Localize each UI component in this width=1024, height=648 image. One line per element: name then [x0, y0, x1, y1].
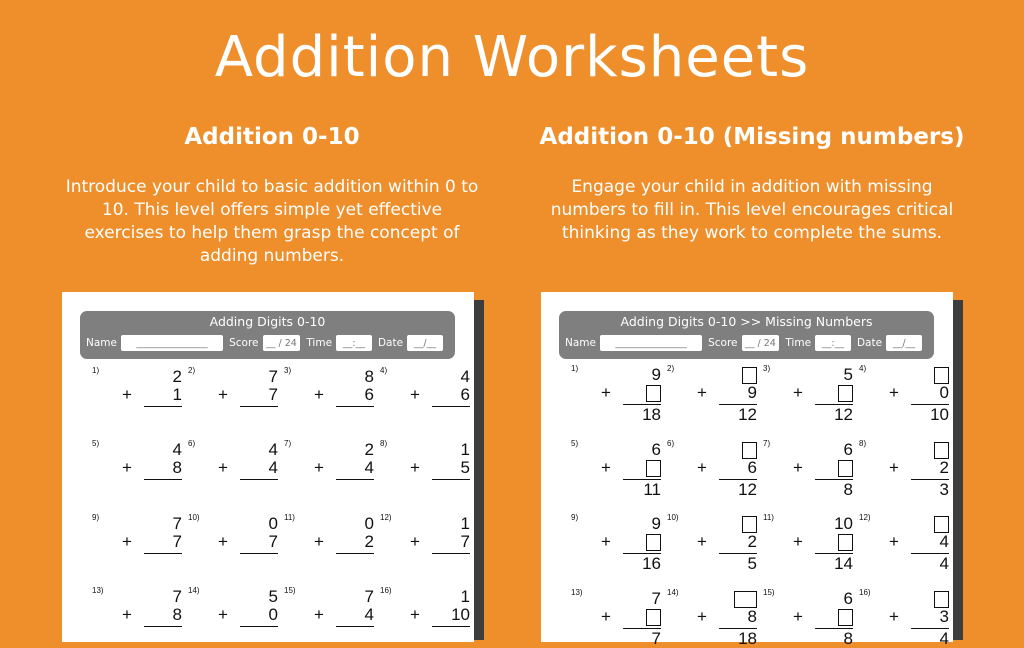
section-missing-numbers — [532, 120, 972, 245]
problem — [859, 439, 949, 499]
answer-box — [734, 591, 757, 608]
addend-bottom: + 10 — [410, 605, 470, 624]
problem-number: 1) — [571, 364, 579, 373]
problem — [571, 439, 661, 499]
plus-sign: + — [314, 458, 324, 477]
problem-number: 3) — [763, 364, 771, 373]
problem — [92, 513, 182, 573]
addend-bottom — [601, 608, 661, 626]
sum-line — [144, 479, 182, 480]
problem — [859, 588, 949, 648]
addend-bottom: + 2 — [314, 532, 374, 551]
problem — [188, 513, 278, 573]
name-label: Name — [86, 337, 117, 349]
sum-line — [432, 553, 470, 554]
problem-number: 6) — [188, 439, 196, 448]
time-field: __:__ — [815, 335, 851, 351]
addend-top: 6 — [843, 589, 853, 608]
problem — [284, 439, 374, 499]
answer-box — [838, 609, 853, 626]
problem-number: 8) — [380, 439, 388, 448]
sum-line — [432, 626, 470, 627]
problem — [667, 588, 757, 648]
answer-box — [838, 385, 853, 402]
worksheet-title: Adding Digits 0-10 >> Missing Numbers — [620, 314, 873, 329]
date-label: Date — [377, 337, 404, 349]
problem-number: 9) — [92, 513, 100, 522]
problem-number: 8) — [859, 439, 867, 448]
problem — [188, 439, 278, 499]
plus-sign: + — [793, 532, 803, 551]
addend-top — [697, 590, 757, 608]
sum-line — [336, 406, 374, 407]
addend-top — [889, 590, 949, 608]
sum-line — [240, 553, 278, 554]
problem — [380, 439, 470, 499]
problem — [763, 364, 853, 424]
addend-top: 1 — [460, 587, 470, 606]
addend-bottom: + 5 — [410, 458, 470, 477]
worksheet-header — [559, 311, 934, 359]
problem — [284, 513, 374, 573]
answer-box — [838, 460, 853, 477]
addend-top: 10 — [834, 514, 853, 533]
problem — [667, 364, 757, 424]
addend-bottom: + 7 — [410, 532, 470, 551]
problem — [380, 513, 470, 573]
addend-top: 7 — [172, 514, 182, 533]
answer-box — [646, 460, 661, 477]
addend-top — [889, 441, 949, 459]
problem-number: 7) — [284, 439, 292, 448]
plus-sign: + — [410, 458, 420, 477]
addend-top — [889, 515, 949, 533]
name-field: _______________ — [121, 335, 223, 351]
problem-number: 7) — [763, 439, 771, 448]
sum-value: 12 — [738, 405, 757, 424]
problem-number: 13) — [92, 586, 104, 595]
problem-number: 6) — [667, 439, 675, 448]
plus-sign: + — [122, 458, 132, 477]
plus-sign: + — [218, 458, 228, 477]
addend-top: 5 — [268, 587, 278, 606]
problem-number: 10) — [188, 513, 200, 522]
score-label: Score — [708, 337, 738, 349]
sum-line — [432, 479, 470, 480]
problem-number: 5) — [571, 439, 579, 448]
addend-top: 5 — [843, 365, 853, 384]
date-field: __/__ — [407, 335, 443, 351]
sum-value: 12 — [834, 405, 853, 424]
addend-bottom: + 8 — [122, 458, 182, 477]
plus-sign: + — [122, 385, 132, 404]
date-label: Date — [856, 337, 883, 349]
addend-bottom: + 1 — [122, 385, 182, 404]
addend-bottom: + 9 — [697, 383, 757, 402]
problem — [284, 366, 374, 426]
addend-bottom — [601, 533, 661, 551]
sum-line — [432, 406, 470, 407]
sum-value: 3 — [939, 480, 949, 499]
addend-bottom: + 7 — [122, 532, 182, 551]
problem-number: 15) — [284, 586, 296, 595]
problem — [92, 439, 182, 499]
plus-sign: + — [793, 607, 803, 626]
sum-value: 8 — [843, 480, 853, 499]
worksheet-preview-addition[interactable] — [62, 292, 474, 642]
addend-top: 2 — [172, 367, 182, 386]
sum-value: 12 — [738, 480, 757, 499]
problem — [763, 439, 853, 499]
problem — [571, 513, 661, 573]
problem-number: 5) — [92, 439, 100, 448]
problem — [92, 586, 182, 646]
problem-number: 10) — [667, 513, 679, 522]
sum-value: 7 — [651, 629, 661, 648]
addend-top: 7 — [364, 587, 374, 606]
addend-top — [889, 366, 949, 384]
problem-number: 13) — [571, 588, 583, 597]
problem — [92, 366, 182, 426]
problem-number: 12) — [859, 513, 871, 522]
addend-bottom: + 7 — [218, 385, 278, 404]
problem-number: 11) — [284, 513, 295, 522]
problem-number: 11) — [763, 513, 774, 522]
addend-bottom: + 4 — [314, 458, 374, 477]
problem — [859, 513, 949, 573]
problem-number: 15) — [763, 588, 775, 597]
sum-value: 4 — [939, 629, 949, 648]
section-heading: Addition 0-10 (Missing numbers) — [539, 124, 965, 150]
answer-box — [742, 442, 757, 459]
plus-sign: + — [793, 383, 803, 402]
problem — [188, 366, 278, 426]
answer-box — [742, 516, 757, 533]
addend-bottom — [793, 533, 853, 551]
problem — [667, 513, 757, 573]
problem-number: 16) — [859, 588, 871, 597]
plus-sign: + — [218, 605, 228, 624]
addend-bottom: + 3 — [889, 607, 949, 626]
plus-sign: + — [122, 532, 132, 551]
plus-sign: + — [314, 385, 324, 404]
problem — [859, 364, 949, 424]
addend-top: 0 — [364, 514, 374, 533]
score-label: Score — [229, 337, 259, 349]
sum-value: 4 — [939, 554, 949, 573]
sum-line — [144, 553, 182, 554]
plus-sign: + — [314, 532, 324, 551]
problem — [571, 364, 661, 424]
page-title: Addition Worksheets — [214, 25, 810, 90]
plus-sign: + — [889, 532, 899, 551]
sum-value: 5 — [747, 554, 757, 573]
problem — [667, 439, 757, 499]
score-field: __ / 24 — [742, 335, 780, 351]
addend-top — [697, 441, 757, 459]
sum-value: 14 — [834, 554, 853, 573]
addend-top: 7 — [268, 367, 278, 386]
sum-value: 16 — [642, 554, 661, 573]
score-field: __ / 24 — [263, 335, 301, 351]
plus-sign: + — [889, 607, 899, 626]
worksheet-preview-missing-numbers[interactable] — [541, 292, 953, 648]
plus-sign: + — [218, 532, 228, 551]
plus-sign: + — [410, 605, 420, 624]
addend-top: 9 — [651, 514, 661, 533]
time-field: __:__ — [336, 335, 372, 351]
addend-top: 4 — [268, 440, 278, 459]
sum-line — [240, 479, 278, 480]
plus-sign: + — [889, 458, 899, 477]
problem-number: 4) — [859, 364, 867, 373]
addend-bottom: + 4 — [889, 532, 949, 551]
addend-bottom: + 6 — [314, 385, 374, 404]
sum-line — [336, 553, 374, 554]
problem-number: 1) — [92, 366, 100, 375]
addend-top: 7 — [651, 589, 661, 608]
addend-bottom — [793, 459, 853, 477]
addend-bottom: + 6 — [410, 385, 470, 404]
plus-sign: + — [122, 605, 132, 624]
answer-box — [934, 516, 949, 533]
addend-bottom: + 4 — [218, 458, 278, 477]
problem-number: 4) — [380, 366, 388, 375]
sum-line — [336, 626, 374, 627]
addend-top — [697, 366, 757, 384]
section-heading: Addition 0-10 — [184, 124, 360, 150]
addend-bottom: + 2 — [889, 458, 949, 477]
addend-bottom: + 0 — [218, 605, 278, 624]
problem — [380, 366, 470, 426]
section-description: Engage your child in addition with missing numbers to fill in. This level encourages critical thinking as they work to complete the sums. — [550, 177, 954, 243]
section-addition-0-10 — [52, 120, 492, 268]
problem — [763, 513, 853, 573]
name-label: Name — [565, 337, 596, 349]
answer-box — [934, 591, 949, 608]
addend-top: 1 — [460, 440, 470, 459]
addend-top: 2 — [364, 440, 374, 459]
addend-top: 1 — [460, 514, 470, 533]
problem-number: 14) — [667, 588, 679, 597]
addend-bottom — [601, 384, 661, 402]
problem — [571, 588, 661, 648]
problem — [380, 586, 470, 646]
problem-number: 14) — [188, 586, 200, 595]
answer-box — [742, 367, 757, 384]
plus-sign: + — [697, 607, 707, 626]
plus-sign: + — [601, 383, 611, 402]
addend-bottom: + 4 — [314, 605, 374, 624]
addend-bottom — [793, 608, 853, 626]
sum-line — [144, 406, 182, 407]
problem-number: 2) — [667, 364, 675, 373]
addend-top: 4 — [460, 367, 470, 386]
problem — [763, 588, 853, 648]
sum-line — [144, 626, 182, 627]
addend-top: 0 — [268, 514, 278, 533]
answer-box — [646, 609, 661, 626]
plus-sign: + — [793, 458, 803, 477]
plus-sign: + — [889, 383, 899, 402]
problem — [188, 586, 278, 646]
plus-sign: + — [697, 532, 707, 551]
worksheet-title: Adding Digits 0-10 — [209, 314, 326, 329]
problem-number: 3) — [284, 366, 292, 375]
answer-box — [838, 534, 853, 551]
problem-number: 12) — [380, 513, 392, 522]
plus-sign: + — [314, 605, 324, 624]
sum-value: 11 — [643, 480, 661, 499]
addend-bottom — [601, 459, 661, 477]
sum-line — [240, 406, 278, 407]
answer-box — [646, 385, 661, 402]
sum-value: 10 — [930, 405, 949, 424]
plus-sign: + — [601, 458, 611, 477]
addend-bottom: + 6 — [697, 458, 757, 477]
answer-box — [934, 367, 949, 384]
plus-sign: + — [410, 532, 420, 551]
answer-box — [934, 442, 949, 459]
problem-number: 16) — [380, 586, 392, 595]
sum-line — [240, 626, 278, 627]
addend-bottom: + 2 — [697, 532, 757, 551]
section-description: Introduce your child to basic addition within 0 to 10. This level offers simple yet effective exercises to help them grasp the concept of adding numbers. — [65, 177, 479, 266]
sum-line — [336, 479, 374, 480]
addend-top: 6 — [843, 440, 853, 459]
addend-bottom: + 0 — [889, 383, 949, 402]
problem-number: 2) — [188, 366, 196, 375]
plus-sign: + — [218, 385, 228, 404]
addend-top: 7 — [172, 587, 182, 606]
addend-top: 6 — [651, 440, 661, 459]
plus-sign: + — [697, 458, 707, 477]
name-field: _______________ — [600, 335, 702, 351]
date-field: __/__ — [886, 335, 922, 351]
plus-sign: + — [601, 532, 611, 551]
addend-bottom: + 8 — [122, 605, 182, 624]
plus-sign: + — [601, 607, 611, 626]
sum-value: 18 — [738, 629, 757, 648]
addend-top: 4 — [172, 440, 182, 459]
addend-top — [697, 515, 757, 533]
problem-number: 9) — [571, 513, 579, 522]
worksheet-header — [80, 311, 455, 359]
time-label: Time — [785, 337, 812, 349]
sum-value: 18 — [642, 405, 661, 424]
problem — [284, 586, 374, 646]
time-label: Time — [306, 337, 333, 349]
addend-bottom — [793, 384, 853, 402]
plus-sign: + — [697, 383, 707, 402]
addend-top: 9 — [651, 365, 661, 384]
addend-bottom: + 7 — [218, 532, 278, 551]
sum-value: 8 — [843, 629, 853, 648]
addend-top: 8 — [364, 367, 374, 386]
addend-bottom: + 8 — [697, 607, 757, 626]
answer-box — [646, 534, 661, 551]
plus-sign: + — [410, 385, 420, 404]
